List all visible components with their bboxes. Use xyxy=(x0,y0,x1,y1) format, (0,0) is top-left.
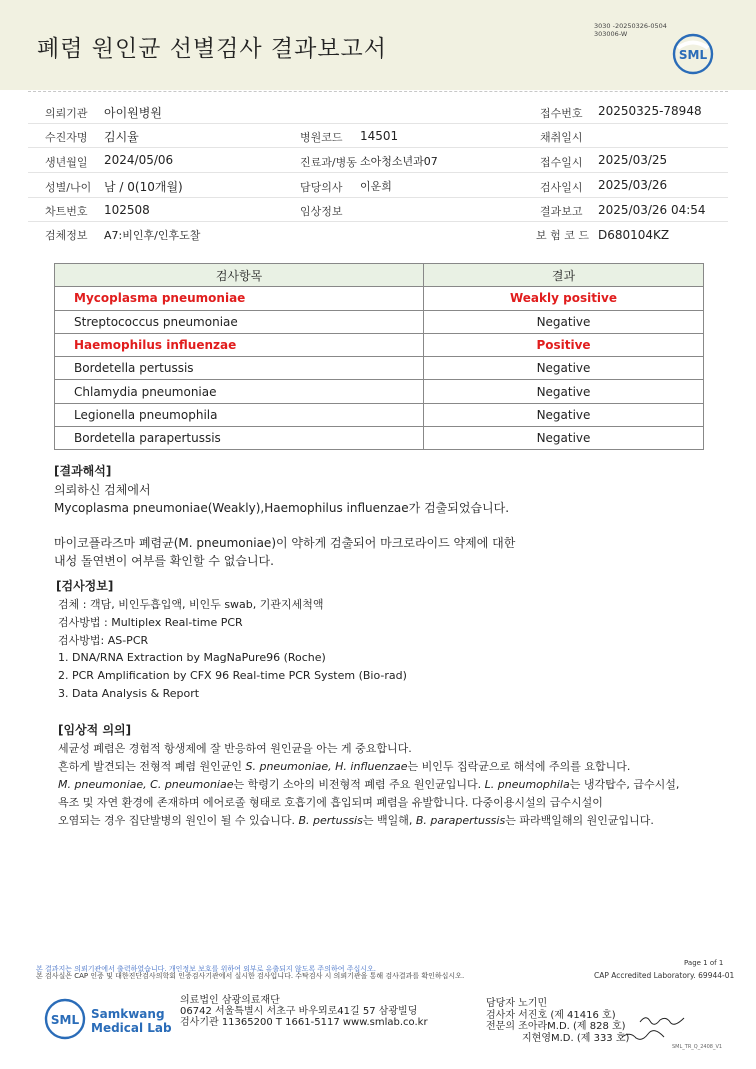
document-code-line: 303006-W xyxy=(594,30,628,38)
staff-line: 검사자 서진호 (제 41416 호) xyxy=(486,1009,616,1021)
clinical-significance-heading: [임상적 의의] xyxy=(58,723,132,737)
privacy-note: 본 결과지는 의뢰기관에서 출력하였습니다. 개인정보 보호를 위하여 외부로 유출되지 않도록 주의하여 주십시오. xyxy=(36,965,376,973)
table-row xyxy=(55,333,704,356)
table-row xyxy=(55,427,704,450)
sml-logo-icon xyxy=(672,33,714,75)
test-info-line: 검체 : 객담, 비인두흡입액, 비인두 swab, 기관지세척액 xyxy=(58,598,324,611)
clinical-text: 오염되는 경우 집단발병의 원인이 될 수 있습니다. xyxy=(58,814,299,827)
staff-line: 지현영M.D. (제 333 호) xyxy=(522,1032,630,1044)
doctor-label: 담당의사 xyxy=(300,181,343,194)
sml-logo-text: SML xyxy=(50,1013,80,1027)
divider xyxy=(28,147,728,148)
interpretation-line: 내성 돌연변이 여부를 확인할 수 없습니다. xyxy=(54,554,274,568)
interpretation-heading: [결과해석] xyxy=(54,464,112,478)
clinical-line xyxy=(58,812,654,828)
divider xyxy=(28,197,728,198)
dept-label: 진료과/병동 xyxy=(300,156,357,169)
received-label: 접수일시 xyxy=(540,156,583,169)
divider xyxy=(28,221,728,222)
specimen-value: A7:비인후/인후도찰 xyxy=(104,229,201,242)
collected-label: 채취일시 xyxy=(540,131,583,144)
test-info-line: 검사방법 : Multiplex Real-time PCR xyxy=(58,616,243,629)
specimen-label: 검체정보 xyxy=(45,229,88,242)
test-result: Negative xyxy=(424,357,704,380)
signature-icon xyxy=(620,1028,666,1044)
brand-line: Samkwang xyxy=(91,1007,165,1021)
test-info-heading: [검사정보] xyxy=(56,579,114,593)
test-result: Negative xyxy=(424,310,704,333)
test-info-line: 3. Data Analysis & Report xyxy=(58,687,200,700)
received-value: 2025/03/25 xyxy=(598,153,668,167)
test-info-line: 1. DNA/RNA Extraction by MagNaPure96 (Roche) xyxy=(58,651,326,664)
sml-logo-text: SML xyxy=(678,48,708,62)
interpretation-line: Mycoplasma pneumoniae(Weakly),Haemophilus influenzae가 검출되었습니다. xyxy=(54,501,510,515)
brand-line: Medical Lab xyxy=(91,1021,172,1035)
test-result: Negative xyxy=(424,380,704,403)
birth-value: 2024/05/06 xyxy=(104,153,174,167)
test-info-line: 검사방법: AS-PCR xyxy=(58,634,149,647)
clinical-line xyxy=(58,758,630,774)
clinical-text: 흔하게 발견되는 전형적 폐렴 원인균인 xyxy=(58,760,246,773)
doctor-value: 이운희 xyxy=(360,180,392,193)
test-result: Negative xyxy=(424,403,704,426)
test-item: Chlamydia pneumoniae xyxy=(55,380,424,403)
organization-info xyxy=(180,995,428,1028)
test-item: Mycoplasma pneumoniae xyxy=(55,287,424,310)
table-row xyxy=(55,357,704,380)
institution-value: 아이원병원 xyxy=(104,106,162,120)
divider xyxy=(28,172,728,173)
species-name: S. pneumoniae, H. influenzae xyxy=(245,760,408,773)
divider xyxy=(28,123,728,124)
brand-name xyxy=(91,1007,172,1035)
clinical-text: 는 학령기 소아의 비전형적 폐렴 주요 원인균입니다. xyxy=(233,778,485,791)
hospital-code-value: 14501 xyxy=(360,129,399,143)
cap-accreditation: CAP Accredited Laboratory. 69944-01 xyxy=(594,971,735,980)
interpretation-line: 의뢰하신 검체에서 xyxy=(54,483,151,497)
species-name: M. pneumoniae, C. pneumoniae xyxy=(58,778,234,791)
divider xyxy=(28,91,728,92)
test-item: Legionella pneumophila xyxy=(55,403,424,426)
hospital-code-label: 병원코드 xyxy=(300,131,343,144)
column-header-result: 결과 xyxy=(424,264,704,287)
dept-value: 소아청소년과07 xyxy=(360,155,438,168)
chart-value: 102508 xyxy=(104,203,150,217)
document-code-line: 3030 -20250326-0504 xyxy=(594,22,667,30)
insurance-label: 보 험 코 드 xyxy=(536,229,589,242)
clinical-text: 는 비인두 집락균으로 해석에 주의를 요합니다. xyxy=(407,760,631,773)
test-result: Positive xyxy=(424,333,704,356)
species-name: L. pneumophila xyxy=(484,778,570,791)
tested-value: 2025/03/26 xyxy=(598,178,668,192)
staff-line: 전문의 조아라M.D. (제 828 호) xyxy=(486,1021,626,1032)
table-row xyxy=(55,380,704,403)
clinical-line: 욕조 및 자연 환경에 존재하며 에어로졸 형태로 호흡기에 흡입되며 폐렴을 유발합니다. 다중이용시설의 급수시설이 xyxy=(58,796,603,809)
species-name: B. pertussis xyxy=(298,814,363,827)
results-table xyxy=(54,263,704,450)
test-item: Bordetella parapertussis xyxy=(55,427,424,450)
sex-age-label: 성별/나이 xyxy=(45,181,92,194)
signature-icon xyxy=(638,1012,686,1028)
test-result: Negative xyxy=(424,427,704,450)
clinical-line: 세균성 폐렴은 경험적 항생제에 잘 반응하여 원인균을 아는 게 중요합니다. xyxy=(58,742,412,755)
insurance-value: D680104KZ xyxy=(598,228,670,242)
test-result: Weakly positive xyxy=(424,287,704,310)
page-title: 폐렴 원인균 선별검사 결과보고서 xyxy=(37,36,387,62)
table-header-row xyxy=(55,264,704,287)
sml-logo-icon xyxy=(44,998,86,1040)
patient-label: 수진자명 xyxy=(45,131,88,144)
sex-age-value: 남 / 0(10개월) xyxy=(104,180,183,194)
species-name: B. parapertussis xyxy=(415,814,506,827)
tested-label: 검사일시 xyxy=(540,181,583,194)
certification-note: 본 검사실은 CAP 인증 및 대한진단검사의학회 인증검사기관에서 실시한 검사입니다. 수탁검사 시 의뢰기관을 통해 검사결과를 확인하십시오. xyxy=(36,972,465,980)
birth-label: 생년월일 xyxy=(45,156,88,169)
reported-label: 결과보고 xyxy=(540,205,583,218)
test-info-line: 2. PCR Amplification by CFX 96 Real-time PCR System (Bio-rad) xyxy=(58,669,407,682)
test-item: Streptococcus pneumoniae xyxy=(55,310,424,333)
clinical-line xyxy=(58,776,679,792)
table-row xyxy=(55,310,704,333)
receipt-no-value: 20250325-78948 xyxy=(598,104,702,118)
staff-info xyxy=(486,998,629,1044)
institution-label: 의뢰기관 xyxy=(45,107,88,120)
clinical-label: 임상정보 xyxy=(300,205,343,218)
staff-line: 담당자 노기민 xyxy=(486,998,548,1009)
form-code: SML_TR_Q_2408_V1 xyxy=(672,1044,723,1050)
test-item: Bordetella pertussis xyxy=(55,357,424,380)
org-line: 검사기관 11365200 T 1661-5117 www.smlab.co.kr xyxy=(180,1017,428,1028)
table-row xyxy=(55,403,704,426)
org-line: 06742 서울특별시 서초구 바우뫼로41길 57 삼광빌딩 xyxy=(180,1006,418,1017)
column-header-item: 검사항목 xyxy=(55,264,424,287)
document-code xyxy=(594,22,667,38)
clinical-text: 는 파라백일해의 원인균입니다. xyxy=(505,814,654,827)
receipt-no-label: 접수번호 xyxy=(540,107,583,120)
page-number: Page 1 of 1 xyxy=(684,959,724,967)
org-line: 의료법인 삼광의료재단 xyxy=(180,995,280,1006)
clinical-text: 는 백일해, xyxy=(362,814,416,827)
chart-label: 차트번호 xyxy=(45,205,88,218)
clinical-text: 는 냉각탑수, 급수시설, xyxy=(569,778,680,791)
interpretation-line: 마이코플라즈마 폐렴균(M. pneumoniae)이 약하게 검출되어 마크로라이드 약제에 대한 xyxy=(54,536,516,550)
test-item: Haemophilus influenzae xyxy=(55,333,424,356)
reported-value: 2025/03/26 04:54 xyxy=(598,203,706,217)
table-row xyxy=(55,287,704,310)
patient-value: 김시율 xyxy=(104,130,139,144)
